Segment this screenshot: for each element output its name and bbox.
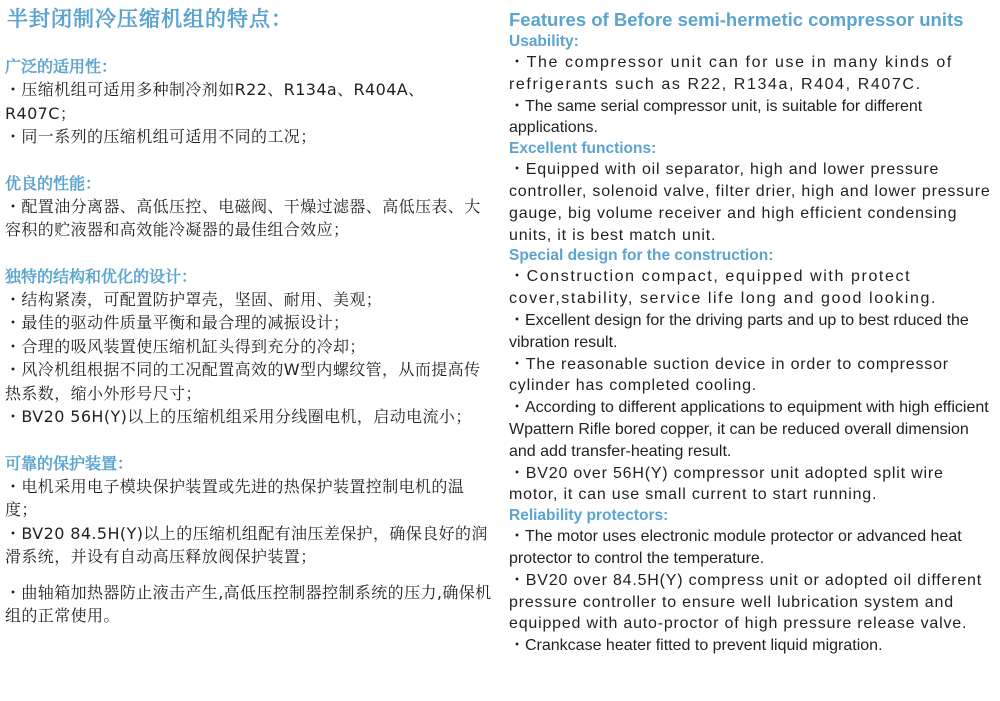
english-column (509, 0, 992, 657)
list-item: ・Crankcase heater fitted to prevent liquid migration. (509, 637, 883, 655)
section-title: 独特的结构和优化的设计： (5, 266, 198, 286)
list-item: ・BV20 over 56H(Y) compressor unit adopted split wire motor, it can use small current to start running. (509, 464, 944, 504)
list-item: ・The compressor unit can for use in many kinds of refrigerants such as R22, R134a, R404, R407C. (509, 54, 953, 93)
section-title: Excellent functions: (509, 140, 657, 158)
list-item: ・电机采用电子模块保护装置或先进的热保护装置控制电机的温度； (5, 476, 465, 519)
section-title: 可靠的保护装置： (5, 453, 134, 473)
list-item: ・结构紧凑，可配置防护罩壳，坚固、耐用、美观； (5, 289, 383, 309)
section-title: 广泛的适用性： (5, 57, 118, 76)
section-functions-en (509, 139, 992, 246)
section-performance-cn (5, 173, 493, 242)
page-title-en: Features of Before semi-hermetic compressor units (509, 9, 964, 30)
section-protection-cn (5, 453, 493, 628)
list-item: ・同一系列的压缩机组可适用不同的工况； (5, 127, 317, 146)
list-item: ・曲轴箱加热器防止液击产生,高低压控制器控制系统的压力,确保机组的正常使用。 (5, 582, 492, 625)
list-item: ・风冷机组根据不同的工况配置高效的W型内螺纹管，从而提高传热系数，缩小外形号尺寸； (5, 360, 481, 403)
section-usability-cn (5, 56, 493, 149)
spacer (5, 569, 493, 581)
list-item: ・配置油分离器、高低压控、电磁阀、干燥过滤器、高低压表、大容积的贮液器和高效能冷凝器的最佳组合效应； (5, 196, 481, 239)
section-usability-en (509, 32, 992, 139)
list-item: ・最佳的驱动件质量平衡和最合理的减振设计； (5, 313, 350, 332)
section-design-en (509, 246, 992, 506)
list-item: ・The reasonable suction device in order to compressor cylinder has completed cooling. (509, 355, 949, 395)
page-title-cn: 半封闭制冷压缩机组的特点： (7, 7, 293, 31)
list-item: ・Equipped with oil separator, high and lower pressure controller, solenoid valve, filter drier, high and lower pressure gauge, big volume receiver and high efficient condensing units, it is best match unit. (509, 161, 991, 244)
list-item: ・BV20 over 84.5H(Y) compress unit or adopted oil different pressure controller to ensure well lubrication system and equipped with auto-proctor of high pressure release valve. (509, 571, 982, 633)
list-item: ・BV20 56H(Y)以上的压缩机组采用分线圈电机，启动电流小； (5, 407, 472, 426)
list-item: ・压缩机组可适用多种制冷剂如R22、R134a、R404A、R407C； (5, 80, 425, 123)
list-item: ・Excellent design for the driving parts and up to best rduced the vibration result. (509, 311, 969, 351)
list-item: ・The same serial compressor unit, is suitable for different applications. (509, 97, 923, 137)
list-item: ・合理的吸风装置使压缩机缸头得到充分的冷却； (5, 336, 366, 356)
section-title: Reliability protectors: (509, 507, 669, 525)
section-design-cn (5, 266, 493, 429)
list-item: ・According to different applications to equipment with high efficient Wpattern Rifle bored copper, it can be reduced overall dimension and add transfer-heating result. (509, 399, 989, 460)
chinese-column (5, 0, 493, 628)
section-reliability-en (509, 506, 992, 657)
list-item: ・The motor uses electronic module protector or advanced heat protector to control the temperature. (509, 528, 962, 567)
section-title: 优良的性能： (5, 173, 102, 193)
list-item: ・BV20 84.5H(Y)以上的压缩机组配有油压差保护，确保良好的润滑系统，并设有自动高压释放阀保护装置； (5, 523, 488, 566)
section-title: Usability: (509, 33, 579, 50)
list-item: ・Construction compact, equipped with protect cover,stability, service life long and good looking. (509, 268, 937, 308)
section-title: Special design for the construction: (509, 247, 774, 265)
